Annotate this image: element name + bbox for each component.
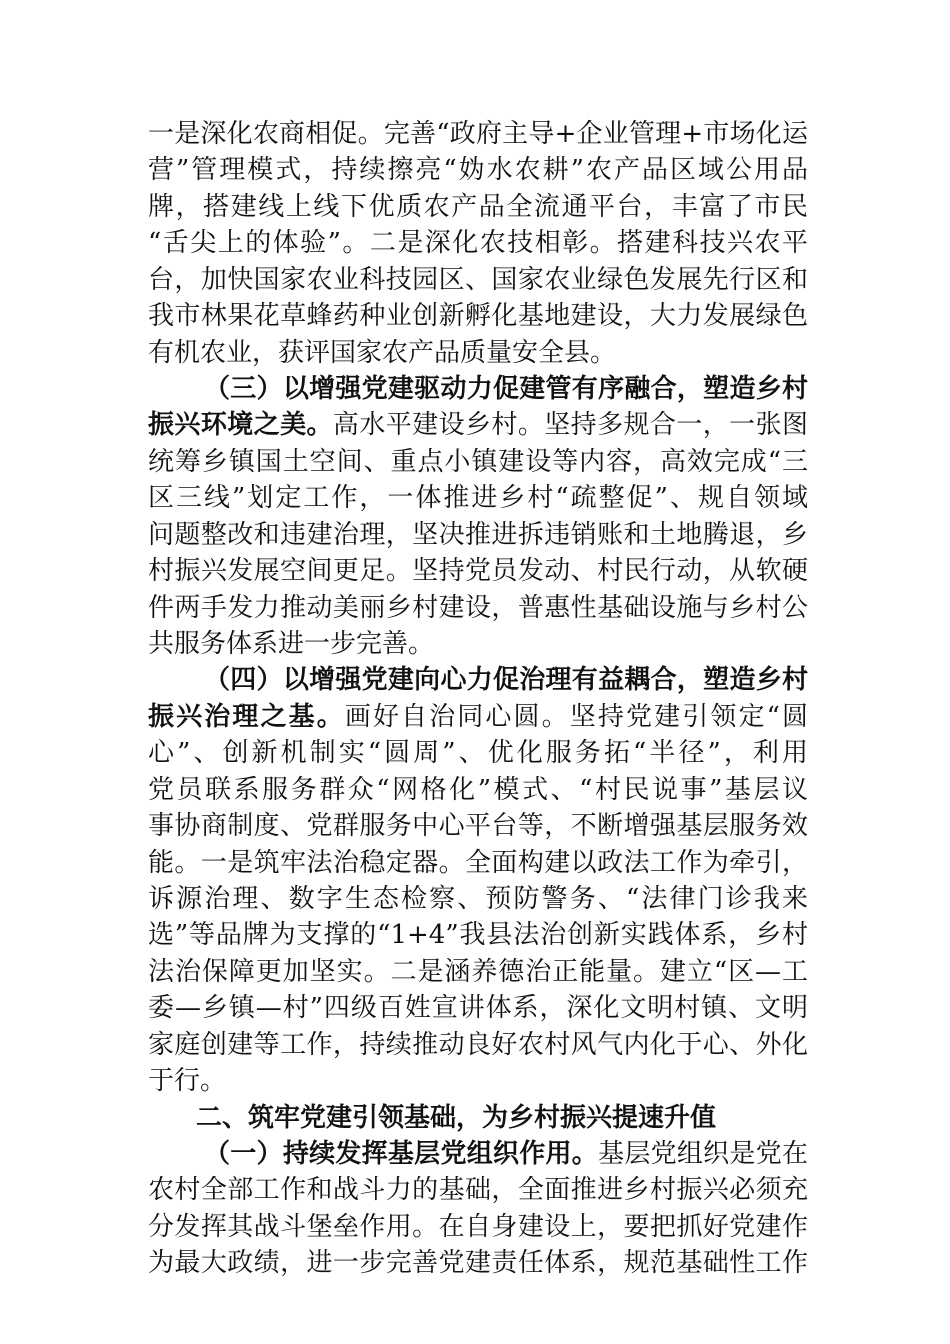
subheading-line: （三）以增强党建驱动力促建管有序融合，塑造乡村 (204, 374, 808, 404)
text-line: 于行。 (148, 1066, 227, 1096)
text-line: 共服务体系进一步完善。 (148, 629, 435, 659)
text-line: 农村全部工作和战斗力的基础，全面推进乡村振兴必须充 (148, 1175, 808, 1205)
section-heading: 二、筑牢党建引领基础，为乡村振兴提速升值 (196, 1103, 717, 1133)
text-line: 牌，搭建线上线下优质农产品全流通平台，丰富了市民 (148, 192, 808, 222)
text-line: 台，加快国家农业科技园区、国家农业绿色发展先行区和 (148, 265, 808, 295)
text-line: 分发挥其战斗堡垒作用。在自身建设上，要把抓好党建作 (148, 1212, 808, 1242)
text-line: 有机农业，获评国家农产品质量安全县。 (148, 338, 617, 368)
text-line: 为最大政绩，进一步完善党建责任体系，规范基础性工作 (148, 1248, 808, 1278)
subheading-line: （四）以增强党建向心力促治理有益耦合，塑造乡村 (204, 665, 808, 695)
text-line: 统筹乡镇国土空间、重点小镇建设等内容，高效完成“三 (148, 447, 808, 477)
subheading-tail: 振兴治理之基。 (148, 702, 345, 732)
subheading-tail: 振兴环境之美。 (148, 410, 333, 440)
text-line: 心”、创新机制实“圆周”、优化服务拓“半径”，利用 (148, 738, 808, 768)
text-line: 村振兴发展空间更足。坚持党员发动、村民行动，从软硬 (148, 556, 808, 586)
text-line: 营”管理模式，持续擦亮“妫水农耕”农产品区域公用品 (148, 155, 808, 185)
text-line: 一是深化农商相促。完善“政府主导+企业管理+市场化运 (148, 119, 808, 149)
text-line: 党员联系服务群众“网格化”模式、“村民说事”基层议 (148, 775, 808, 805)
text-line: 法治保障更加坚实。二是涵养德治正能量。建立“区—工 (148, 957, 808, 987)
text-line: 我市林果花草蜂药种业创新孵化基地建设，大力发展绿色 (148, 301, 808, 331)
subheading-inline: （一）持续发挥基层党组织作用。 (204, 1139, 599, 1169)
text-line: 诉源治理、数字生态检察、预防警务、“法律门诊我来 (148, 884, 808, 914)
text-line: 事协商制度、党群服务中心平台等，不断增强基层服务效 (148, 811, 808, 841)
text-line: 家庭创建等工作，持续推动良好农村风气内化于心、外化 (148, 1030, 808, 1060)
text-line: 振兴治理之基。画好自治同心圆。坚持党建引领定“圆 (148, 702, 808, 732)
text-line: 振兴环境之美。高水平建设乡村。坚持多规合一，一张图 (148, 410, 808, 440)
text-line: 问题整改和违建治理，坚决推进拆违销账和土地腾退，乡 (148, 520, 808, 550)
text-line: 选”等品牌为支撑的“1+4”我县法治创新实践体系，乡村 (148, 920, 808, 950)
text-line: “舌尖上的体验”。二是深化农技相彰。搭建科技兴农平 (148, 228, 808, 258)
text-line: 委—乡镇—村”四级百姓宣讲体系，深化文明村镇、文明 (148, 993, 808, 1023)
text-line: 件两手发力推动美丽乡村建设，普惠性基础设施与乡村公 (148, 593, 808, 623)
text-line: 区三线”划定工作，一体推进乡村“疏整促”、规自领域 (148, 483, 808, 513)
text-line: 能。一是筑牢法治稳定器。全面构建以政法工作为牵引， (148, 848, 808, 878)
text-line: （一）持续发挥基层党组织作用。基层党组织是党在 (204, 1139, 808, 1169)
